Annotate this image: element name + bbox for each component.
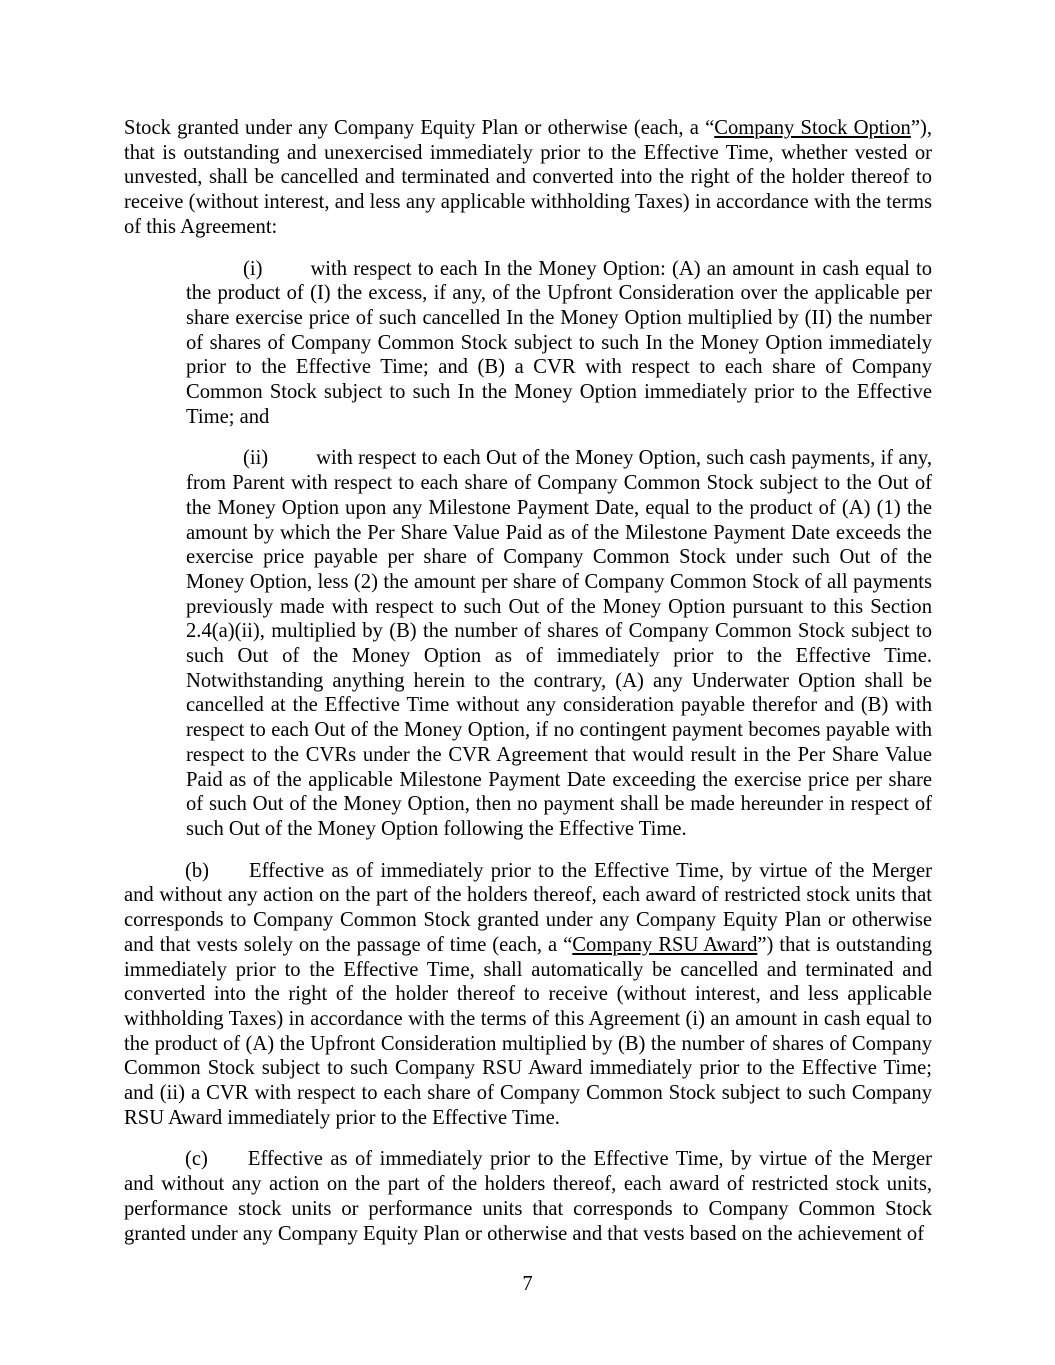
text-run: Stock granted under any Company Equity Plan or otherwise (each, a “ xyxy=(124,117,715,139)
text-run: ”) that is outstanding immediately prior to the Effective Time, shall automatically be cancelled and terminated and converted into the right of the holder thereof to receive (without interest, and less applicable withholding Taxes) in accordance with the terms of this Agreement (i) an amount in cash equal to the product of (A) the Upfront Consideration multiplied by (B) the number of shares of Company Common Stock subject to such Company RSU Award immediately prior to the Effective Time; and (ii) a CVR with respect to each share of Company Common Stock subject to such Company RSU Award immediately prior to the Effective Time. xyxy=(124,933,933,1129)
text-run: (ii) xyxy=(243,447,269,470)
clause-i xyxy=(186,257,932,430)
text-run: ”), that is outstanding and unexercised immediately prior to the Effective Time, whether vested or unvested, shall be cancelled and terminated and converted into the right of the holder thereof to receive (without interest, and less any applicable withholding Taxes) in accordance with the terms of this Agreement: xyxy=(124,117,932,238)
text-run: Effective as of immediately prior to the Effective Time, by virtue of the Merger and without any action on the part of the holders thereof, each award of restricted stock units, performance stock units or performance units that corresponds to Company Common Stock granted under any Company Equity Plan or otherwise and that vests based on the achievement of xyxy=(124,1148,932,1245)
text-run: Effective as of immediately prior to the Effective Time, by virtue of the Merger and without any action on the part of the holders thereof, each award of restricted stock units that corresponds to Company Common Stock granted under any Company Equity Plan or otherwise and that vests solely on the passage of time (each, a “ xyxy=(124,859,932,956)
paragraph-b xyxy=(124,859,932,1131)
text-run: (i) xyxy=(243,257,263,280)
clause-ii xyxy=(186,446,932,841)
text-run: (c) xyxy=(185,1148,208,1171)
defined-term: Company Stock Option xyxy=(714,117,911,139)
text-run: (b) xyxy=(185,859,210,882)
text-run: with respect to each Out of the Money Option, such cash payments, if any, from Parent with respect to each share of Company Common Stock subject to the Out of the Money Option upon any Milestone Payment Date, equal to the product of (A) (1) the amount by which the Per Share Value Paid as of the Milestone Payment Date exceeds the exercise price payable per share of Company Common Stock under such Out of the Money Option, less (2) the amount per share of Company Common Stock of all payments previously made with respect to such Out of the Money Option pursuant to this Section 2.4(a)(ii), multiplied by (B) the number of shares of Company Common Stock subject to such Out of the Money Option as of immediately prior to the Effective Time. Notwithstanding anything herein to the contrary, (A) any Underwater Option shall be cancelled at the Effective Time without any consideration payable therefor and (B) with respect to each Out of the Money Option, if no contingent payment becomes payable with respect to the CVRs under the CVR Agreement that would result in the Per Share Value Paid as of the applicable Milestone Payment Date exceeding the exercise price per share of such Out of the Money Option, then no payment shall be made hereunder in respect of such Out of the Money Option following the Effective Time. xyxy=(186,447,932,840)
paragraph-c xyxy=(124,1147,932,1246)
text-run: with respect to each In the Money Option: (A) an amount in cash equal to the product of (I) the excess, if any, of the Upfront Consideration over the applicable per share exercise price of such cancelled In the Money Option multiplied by (II) the number of shares of Company Common Stock subject to such In the Money Option immediately prior to the Effective Time; and (B) a CVR with respect to each share of Company Common Stock subject to such In the Money Option immediately prior to the Effective Time; and xyxy=(186,257,932,428)
paragraph-intro xyxy=(124,116,932,240)
document-body xyxy=(124,116,932,1263)
defined-term: Company RSU Award xyxy=(572,933,758,956)
page-number: 7 xyxy=(522,1273,533,1295)
